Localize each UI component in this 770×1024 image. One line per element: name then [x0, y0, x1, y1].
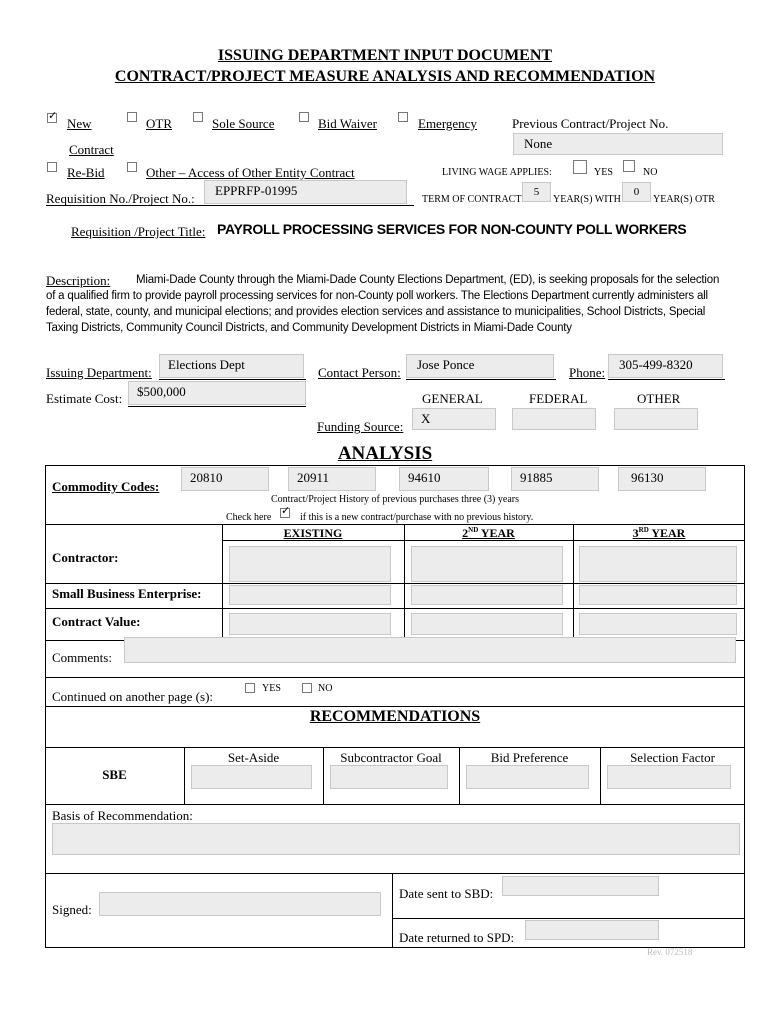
basis-label: Basis of Recommendation: [52, 808, 193, 823]
description-label: Description: [46, 273, 111, 288]
funding-other-field[interactable] [614, 408, 698, 430]
col-existing: EXISTING [283, 526, 343, 540]
other-label: Other – Access of Other Entity Contract [146, 165, 355, 180]
term-label: TERM OF CONTRACT [422, 194, 522, 205]
basis-field[interactable] [52, 823, 740, 855]
issuing-department-underline [159, 379, 306, 380]
estimate-cost-label: Estimate Cost: [46, 391, 123, 406]
term-otr-field[interactable]: 0 [622, 182, 651, 202]
other-checkbox[interactable] [127, 162, 137, 172]
otr-label: OTR [146, 116, 172, 131]
phone-field[interactable]: 305-499-8320 [608, 354, 723, 378]
row-contractor-label: Contractor: [52, 550, 119, 565]
new-label: New [67, 116, 92, 131]
sbe-3rd-year-field[interactable] [579, 585, 737, 605]
row-contract-value-label: Contract Value: [52, 614, 141, 629]
col-selection-factor: Selection Factor [630, 750, 715, 765]
project-title-value: PAYROLL PROCESSING SERVICES FOR NON-COUNTY POLL WORKERS [217, 221, 687, 237]
living-wage-label: LIVING WAGE APPLIES: [442, 167, 552, 178]
commodity-code-4[interactable]: 91885 [511, 467, 599, 491]
comments-field[interactable] [124, 637, 736, 663]
commodity-code-2[interactable]: 20911 [288, 467, 376, 491]
sole-source-checkbox[interactable] [193, 112, 203, 122]
living-wage-no-label: NO [643, 167, 658, 178]
description-line-4: Taxing Districts, Community Council Districts, and Community Development Districts in Miami-Dade County [46, 322, 572, 334]
continued-no-checkbox[interactable] [302, 683, 312, 693]
continued-no-label: NO [318, 683, 333, 694]
description-line-3: federal, state, county, and municipal elections; and provides election services and assistance to municipalities, School Districts, Special [46, 306, 706, 318]
term-otr-label: YEAR(S) OTR [653, 194, 715, 205]
selection-factor-field[interactable] [607, 765, 731, 789]
subcontractor-goal-field[interactable] [330, 765, 448, 789]
commodity-code-5[interactable]: 96130 [618, 467, 706, 491]
continued-yes-label: YES [262, 683, 281, 694]
commodity-code-3[interactable]: 94610 [399, 467, 489, 491]
otr-checkbox[interactable] [127, 112, 137, 122]
project-title-label: Requisition /Project Title: [71, 224, 206, 239]
contractor-2nd-year-field[interactable] [411, 546, 563, 582]
contract-value-2nd-year-field[interactable] [411, 613, 563, 635]
contact-person-label: Contact Person: [318, 365, 401, 380]
issuing-department-label: Issuing Department: [46, 365, 152, 380]
phone-label: Phone: [569, 365, 606, 380]
check-here-label: Check here [226, 512, 272, 523]
commodity-code-1[interactable]: 20810 [181, 467, 269, 491]
previous-contract-label: Previous Contract/Project No. [512, 116, 669, 131]
sbe-2nd-year-field[interactable] [411, 585, 563, 605]
bid-preference-field[interactable] [466, 765, 589, 789]
term-years-with-label: YEAR(S) WITH [553, 194, 621, 205]
col-subcontractor-goal: Subcontractor Goal [340, 750, 442, 765]
bid-waiver-checkbox[interactable] [299, 112, 309, 122]
col-bid-preference: Bid Preference [490, 750, 569, 765]
date-returned-field[interactable] [525, 920, 659, 940]
continued-label: Continued on another page (s): [52, 689, 214, 704]
requisition-underline [46, 205, 414, 206]
contact-person-field[interactable]: Jose Ponce [406, 354, 554, 378]
set-aside-field[interactable] [191, 765, 312, 789]
contract-value-existing-field[interactable] [229, 613, 391, 635]
estimate-cost-underline [128, 406, 306, 407]
requisition-field[interactable]: EPPRFP-01995 [204, 180, 407, 204]
signed-label: Signed: [52, 902, 92, 917]
col-2nd-year: 2ND YEAR [462, 526, 515, 540]
funding-federal-field[interactable] [512, 408, 596, 430]
document-subtitle: CONTRACT/PROJECT MEASURE ANALYSIS AND RECOMMENDATION [114, 68, 656, 85]
rebid-checkbox[interactable] [47, 162, 57, 172]
recommendations-heading: RECOMMENDATIONS [309, 708, 481, 725]
contract-label: Contract [69, 142, 114, 157]
revision-label: Rev. 072518 [647, 947, 693, 957]
contractor-3rd-year-field[interactable] [579, 546, 737, 582]
emergency-label: Emergency [418, 116, 477, 131]
row-sbe-recommendation-label: SBE [102, 767, 127, 782]
contractor-existing-field[interactable] [229, 546, 391, 582]
analysis-heading: ANALYSIS [337, 443, 433, 464]
contract-value-3rd-year-field[interactable] [579, 613, 737, 635]
term-years-field[interactable]: 5 [522, 182, 551, 202]
bid-waiver-label: Bid Waiver [318, 116, 378, 131]
description-line-1: Miami-Dade County through the Miami-Dade County Elections Department, (ED), is seeking proposals for the selection [136, 274, 720, 286]
sbe-existing-field[interactable] [229, 585, 391, 605]
requisition-label: Requisition No./Project No.: [46, 191, 195, 206]
date-returned-label: Date returned to SPD: [399, 930, 515, 945]
check-here-suffix: if this is a new contract/purchase with no previous history. [300, 512, 534, 523]
col-3rd-year: 3RD YEAR [632, 526, 686, 540]
sole-source-label: Sole Source [212, 116, 275, 131]
previous-contract-field[interactable]: None [513, 133, 723, 155]
history-text: Contract/Project History of previous purchases three (3) years [271, 494, 519, 505]
new-checkbox[interactable] [47, 113, 57, 123]
funding-federal-label: FEDERAL [529, 391, 588, 406]
comments-label: Comments: [52, 650, 112, 665]
phone-underline [608, 379, 725, 380]
living-wage-no-checkbox[interactable] [623, 160, 635, 172]
issuing-department-field[interactable]: Elections Dept [159, 354, 304, 378]
commodity-codes-label: Commodity Codes: [52, 479, 160, 494]
col-set-aside: Set-Aside [227, 750, 280, 765]
rebid-label: Re-Bid [67, 165, 105, 180]
document-title: ISSUING DEPARTMENT INPUT DOCUMENT [217, 47, 553, 64]
funding-source-label: Funding Source: [317, 419, 404, 434]
row-sbe-label: Small Business Enterprise: [52, 586, 202, 601]
estimate-cost-field[interactable]: $500,000 [128, 381, 306, 405]
date-sent-label: Date sent to SBD: [399, 886, 494, 901]
continued-yes-checkbox[interactable] [245, 683, 255, 693]
description-line-2: of a qualified firm to provide payroll processing services for non-County poll workers. The Elections Department currently administers all [46, 290, 708, 302]
new-contract-checkbox[interactable] [280, 508, 290, 518]
living-wage-yes-checkbox[interactable] [573, 160, 587, 174]
living-wage-yes-label: YES [594, 167, 613, 178]
funding-other-label: OTHER [637, 391, 681, 406]
signed-field[interactable] [99, 892, 381, 916]
funding-general-label: GENERAL [422, 391, 483, 406]
funding-general-field[interactable]: X [412, 408, 496, 430]
emergency-checkbox[interactable] [398, 112, 408, 122]
date-sent-field[interactable] [502, 876, 659, 896]
contact-person-underline [406, 379, 556, 380]
